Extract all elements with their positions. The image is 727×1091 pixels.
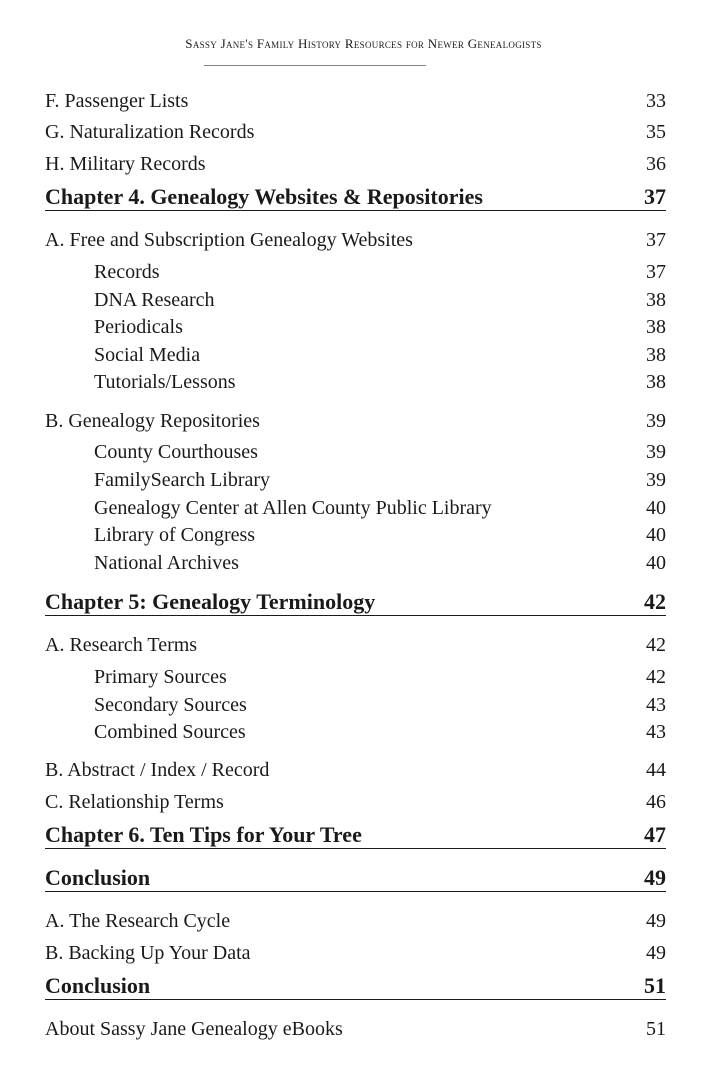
- toc-entry-label: National Archives: [94, 552, 239, 574]
- toc-entry-page: 40: [646, 524, 666, 546]
- toc-entry-page: 43: [646, 694, 666, 716]
- toc-entry-research-terms[interactable]: [45, 633, 666, 657]
- toc-chapter-page: 37: [644, 184, 666, 209]
- toc-chapter-page: 42: [644, 589, 666, 614]
- toc-entry-page: 33: [646, 90, 666, 112]
- toc-subentry-records[interactable]: [94, 260, 666, 284]
- toc-entry-label: Secondary Sources: [94, 694, 247, 716]
- header-rule: [204, 65, 426, 66]
- toc-entry-page: 37: [646, 229, 666, 251]
- toc-entry-label: B. Backing Up Your Data: [45, 942, 251, 964]
- toc-entry-page: 38: [646, 371, 666, 393]
- toc-entry-label: FamilySearch Library: [94, 469, 271, 491]
- toc-entry-label: F. Passenger Lists: [45, 90, 189, 112]
- toc-conclusion-1[interactable]: [45, 866, 666, 892]
- toc-entry-research-cycle[interactable]: [45, 909, 666, 933]
- toc-entry-page: 36: [646, 153, 666, 175]
- toc-entry-page: 39: [646, 441, 666, 463]
- toc-entry-label: About Sassy Jane Genealogy eBooks: [45, 1018, 343, 1040]
- toc-subentry-social-media[interactable]: [94, 343, 666, 367]
- toc-subentry-national-archives[interactable]: [94, 551, 666, 575]
- toc-entry-label: A. Free and Subscription Genealogy Websites: [45, 229, 413, 251]
- toc-subentry-allen-county[interactable]: [94, 496, 666, 520]
- toc-entry-page: 49: [646, 910, 666, 932]
- toc-subentry-familysearch[interactable]: [94, 468, 666, 492]
- toc-entry-genealogy-repositories[interactable]: [45, 409, 666, 433]
- toc-chapter-label: Chapter 4. Genealogy Websites & Repositories: [45, 184, 483, 209]
- toc-subentry-county-courthouses[interactable]: [94, 440, 666, 464]
- toc-chapter-label: Chapter 6. Ten Tips for Your Tree: [45, 822, 362, 847]
- toc-entry-page: 43: [646, 721, 666, 743]
- toc-entry-label: H. Military Records: [45, 153, 206, 175]
- toc-entry-genealogy-websites[interactable]: [45, 228, 666, 252]
- toc-entry-abstract-index-record[interactable]: [45, 758, 666, 782]
- toc-entry-label: Combined Sources: [94, 721, 246, 743]
- toc-subentry-library-of-congress[interactable]: [94, 523, 666, 547]
- toc-entry-page: 49: [646, 942, 666, 964]
- toc-entry-page: 40: [646, 497, 666, 519]
- toc-subentry-dna-research[interactable]: [94, 288, 666, 312]
- toc-entry-label: G. Naturalization Records: [45, 121, 255, 143]
- toc-chapter-page: 49: [644, 865, 666, 890]
- toc-chapter-4[interactable]: [45, 185, 666, 211]
- toc-subentry-tutorials[interactable]: [94, 370, 666, 394]
- toc-entry-label: B. Genealogy Repositories: [45, 410, 260, 432]
- toc-chapter-page: 51: [644, 973, 666, 998]
- toc-entry-page: 38: [646, 289, 666, 311]
- toc-chapter-label: Chapter 5: Genealogy Terminology: [45, 589, 376, 614]
- toc-subentry-primary-sources[interactable]: [94, 665, 666, 689]
- toc-entry-label: A. Research Terms: [45, 634, 198, 656]
- toc-entry-label: County Courthouses: [94, 441, 258, 463]
- toc-entry-relationship-terms[interactable]: [45, 790, 666, 814]
- toc-chapter-5[interactable]: [45, 590, 666, 616]
- toc-entry-page: 46: [646, 791, 666, 813]
- toc-entry-label: Periodicals: [94, 316, 183, 338]
- toc-entry-page: 38: [646, 344, 666, 366]
- toc-entry-naturalization-records[interactable]: [45, 120, 666, 144]
- toc-subentry-secondary-sources[interactable]: [94, 693, 666, 717]
- toc-entry-page: 44: [646, 759, 666, 781]
- toc-entry-page: 38: [646, 316, 666, 338]
- toc-entry-label: Genealogy Center at Allen County Public Library: [94, 497, 492, 519]
- toc-entry-military-records[interactable]: [45, 152, 666, 176]
- toc-entry-label: C. Relationship Terms: [45, 791, 224, 813]
- toc-entry-label: A. The Research Cycle: [45, 910, 231, 932]
- toc-entry-label: Tutorials/Lessons: [94, 371, 236, 393]
- toc-entry-page: 37: [646, 261, 666, 283]
- toc-entry-label: Primary Sources: [94, 666, 227, 688]
- toc-entry-page: 40: [646, 552, 666, 574]
- toc-chapter-page: 47: [644, 822, 666, 847]
- toc-entry-page: 39: [646, 469, 666, 491]
- toc-entry-label: DNA Research: [94, 289, 215, 311]
- toc-entry-label: B. Abstract / Index / Record: [45, 759, 270, 781]
- toc-entry-page: 35: [646, 121, 666, 143]
- toc-chapter-6[interactable]: [45, 823, 666, 849]
- toc-entry-label: Social Media: [94, 344, 201, 366]
- toc-entry-label: Library of Congress: [94, 524, 256, 546]
- toc-chapter-label: Conclusion: [45, 865, 151, 890]
- toc-entry-page: 42: [646, 666, 666, 688]
- toc-entry-backing-up-data[interactable]: [45, 941, 666, 965]
- toc-entry-about-ebooks[interactable]: [45, 1017, 666, 1041]
- toc-entry-page: 42: [646, 634, 666, 656]
- toc-entry-label: Records: [94, 261, 160, 283]
- toc-entry-page: 51: [646, 1018, 666, 1040]
- toc-entry-page: 39: [646, 410, 666, 432]
- toc-subentry-periodicals[interactable]: [94, 315, 666, 339]
- toc-chapter-label: Conclusion: [45, 973, 151, 998]
- running-header: Sassy Jane's Family History Resources for Newer Genealogists: [185, 36, 542, 51]
- toc-conclusion-2[interactable]: [45, 974, 666, 1000]
- toc-subentry-combined-sources[interactable]: [94, 720, 666, 744]
- toc-entry-passenger-lists[interactable]: [45, 89, 666, 113]
